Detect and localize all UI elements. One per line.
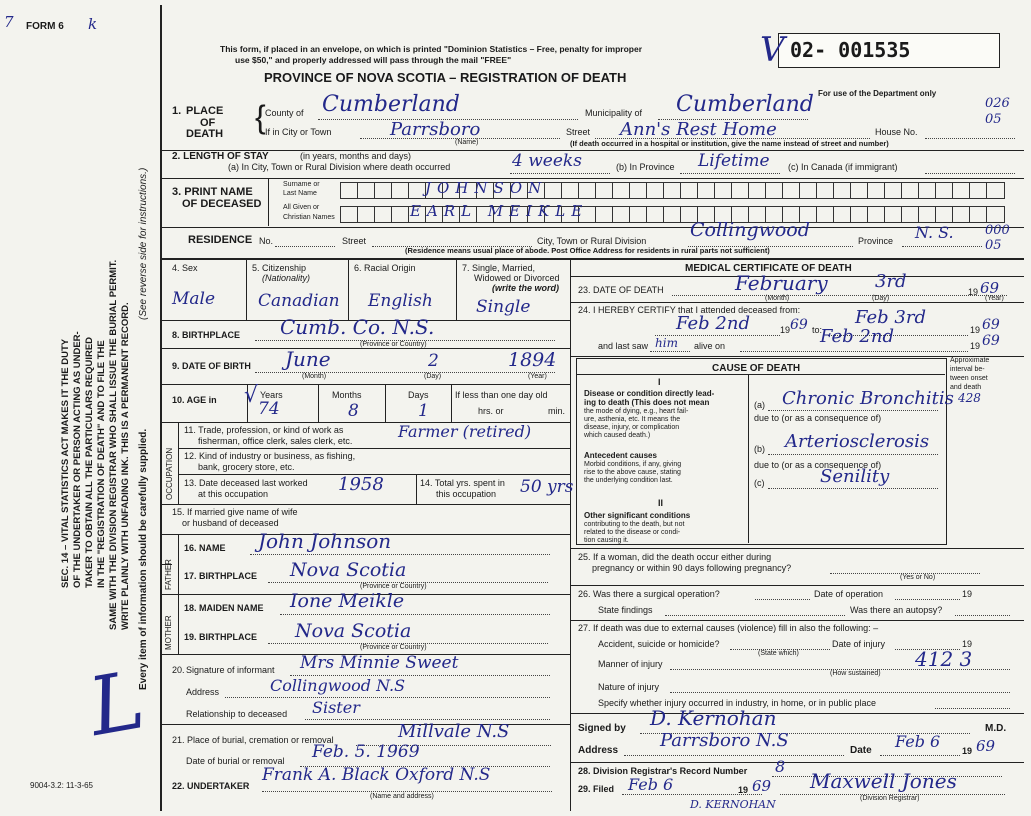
dod-year: 69	[980, 279, 1000, 297]
undertaker-label: 22. UNDERTAKER	[172, 781, 250, 791]
municipality-label: Municipality of	[585, 108, 643, 118]
place-label-2: PLACE	[186, 105, 224, 117]
stay-label: 2. LENGTH OF STAY	[172, 151, 269, 162]
other-cond-2: contributing to the death, but not	[584, 521, 685, 528]
mother-maiden-label: 18. MAIDEN NAME	[184, 603, 264, 613]
approx-2: interval be-	[950, 366, 985, 373]
signature-date: Feb 6	[895, 732, 941, 751]
undertaker-caption: (Name and address)	[370, 793, 434, 800]
undertaker-value: Frank A. Black Oxford N.S	[262, 765, 491, 785]
dept-use-note: For use of the Department only	[818, 89, 937, 98]
total-years-value: 50 yrs	[520, 477, 574, 497]
spouse-label-1: 15. If married give name of wife	[172, 507, 298, 517]
age-days: 1	[418, 401, 429, 421]
physician-signature: D. Kernohan	[650, 706, 777, 730]
side-text-2: OF THE UNDERTAKER OR PERSON ACTING AS UNDER-	[72, 331, 83, 588]
dob-day-caption: (Day)	[424, 373, 442, 380]
burial-place-label: 21. Place of burial, cremation or removal	[172, 735, 334, 745]
hrs-label: hrs. or	[478, 406, 504, 416]
cause-a-label: (a)	[754, 400, 765, 410]
cause-a-value: Chronic Bronchitis	[782, 388, 954, 409]
print-code: 9004-3.2: 11-3-65	[30, 781, 94, 790]
external-causes-label: 27. If death was due to external causes (violence) fill in also the following: –	[578, 623, 879, 633]
age-days-label: Days	[408, 390, 429, 400]
side-text-8: Every item of information should be carefully supplied.	[138, 428, 149, 690]
bottom-signature-note: D. KERNOHAN	[690, 798, 776, 811]
street-value: Ann's Rest Home	[620, 119, 777, 140]
dod-month: February	[735, 271, 828, 295]
direct-cause-2: ing to death (This does not mean	[584, 398, 710, 407]
name-label-2: OF DECEASED	[182, 198, 262, 210]
manner-label: Manner of injury	[598, 659, 663, 669]
county-value: Cumberland	[322, 92, 460, 117]
age-years-label: Years	[260, 390, 283, 400]
attended-to: Feb 3rd	[855, 307, 926, 328]
city-value: Parrsboro	[390, 119, 481, 140]
side-text-3: TAKER TO OBTAIN ALL THE PARTICULARS REQUIRED	[84, 336, 95, 588]
registrar-caption: (Division Registrar)	[860, 795, 920, 802]
name-label-1: 3. PRINT NAME	[172, 186, 253, 198]
approx-4: and death	[950, 384, 982, 391]
dob-label: 9. DATE OF BIRTH	[172, 361, 251, 371]
due-to-2: due to (or as a consequence of)	[754, 460, 882, 470]
dob-day: 2	[428, 351, 439, 371]
state-findings-label: State findings	[598, 605, 653, 615]
age-months-label: Months	[332, 390, 362, 400]
status-label-3: (write the word)	[492, 283, 559, 293]
dept-code-1: 026	[985, 96, 1010, 111]
total-years-label-2: this occupation	[436, 489, 497, 499]
operation-year-prefix: 19	[962, 589, 973, 599]
other-cond-4: tion causing it.	[584, 537, 629, 544]
dob-month: June	[285, 347, 331, 371]
given-name-value: EARL MEIKLE	[410, 202, 589, 220]
saw-year: 69	[982, 333, 1000, 349]
residence-city-label: City, Town or Rural Division	[537, 236, 647, 246]
dod-day: 3rd	[875, 271, 907, 292]
father-birthplace: Nova Scotia	[290, 559, 407, 581]
cause-b-value: Arteriosclerosis	[785, 431, 930, 452]
specify-label: Specify whether injury occurred in industry, in home, or in public place	[598, 698, 876, 708]
from-year: 69	[790, 317, 808, 333]
citizenship-label: 5. Citizenship	[252, 263, 307, 273]
industry-label-1: 12. Kind of industry or business, as fishing,	[184, 451, 356, 461]
nature-label: Nature of injury	[598, 682, 660, 692]
status-value: Single	[476, 297, 531, 317]
filed-date: Feb 6	[628, 775, 674, 794]
informant-addr-label: Address	[186, 687, 220, 697]
racial-value: English	[368, 291, 433, 311]
dob-year: 1894	[508, 349, 557, 371]
direct-cause-6: which caused death.)	[584, 432, 651, 439]
medical-title: MEDICAL CERTIFICATE OF DEATH	[685, 263, 852, 274]
corner-mark: 7	[4, 13, 14, 31]
father-bp-caption: (Province or Country)	[360, 583, 427, 590]
direct-cause-4: ure, asthenia, etc. It means the	[584, 416, 681, 423]
birthplace-value: Cumb. Co. N.S.	[280, 315, 435, 339]
min-label: min.	[548, 406, 566, 416]
approx-1: Approximate	[950, 357, 990, 364]
attended-from: Feb 2nd	[676, 313, 750, 334]
filed-year: 69	[752, 777, 772, 795]
brace: {	[255, 99, 266, 135]
city-label: If in City or Town	[265, 127, 332, 137]
residence-code-1: 000	[985, 223, 1010, 238]
direct-cause-5: disease, injury, or complication	[584, 424, 680, 431]
informant-sig-label: Signature of informant	[186, 665, 275, 675]
cause-title: CAUSE OF DEATH	[712, 363, 801, 374]
side-text-7: (See reverse side for instructions.)	[138, 167, 149, 320]
father-birthplace-label: 17. BIRTHPLACE	[184, 571, 258, 581]
form-number: FORM 6	[26, 21, 64, 32]
signed-by-label: Signed by	[578, 723, 626, 734]
mother-maiden-name: Ione Meikle	[290, 590, 405, 612]
form-title: PROVINCE OF NOVA SCOTIA – REGISTRATION OF DEATH	[264, 70, 627, 85]
registration-number: 02- 001535	[790, 38, 911, 62]
antecedent-1: Antecedent causes	[584, 451, 657, 460]
surname-label-2: Last Name	[283, 190, 317, 197]
given-label-2: Christian Names	[283, 214, 335, 221]
mother-birthplace: Nova Scotia	[295, 620, 412, 642]
stay-hint: (in years, months and days)	[300, 151, 412, 161]
age-months: 8	[348, 401, 359, 421]
burial-place: Millvale N.S	[398, 721, 510, 742]
last-saw-date: Feb 2nd	[820, 326, 894, 347]
mother-bp-caption: (Province or Country)	[360, 644, 427, 651]
autopsy-label: Was there an autopsy?	[850, 605, 943, 615]
antecedent-4: the underlying condition last.	[584, 477, 673, 484]
cause-b-label: (b)	[754, 444, 765, 454]
place-label: 1.	[172, 105, 182, 117]
side-text-4: IN THE "REGISTRATION OF DEATH" AND TO FILE THE	[96, 340, 107, 588]
due-to-1: due to (or as a consequence of)	[754, 413, 882, 423]
antecedent-2: Morbid conditions, if any, giving	[584, 461, 682, 468]
trade-value: Farmer (retired)	[398, 422, 532, 441]
house-label: House No.	[875, 127, 918, 137]
sex-label: 4. Sex	[172, 263, 198, 273]
signature-year-prefix: 19	[962, 746, 973, 756]
informant-signature: Mrs Minnie Sweet	[300, 653, 459, 673]
industry-label-2: bank, grocery store, etc.	[198, 462, 295, 472]
from-year-prefix: 19	[780, 325, 791, 335]
side-text-6: WRITE PLAINLY WITH UNFADING INK. THIS IS A PERMANENT RECORD.	[120, 302, 131, 630]
dod-month-caption: (Month)	[765, 295, 790, 302]
residence-note: (Residence means usual place of abode. Post Office Address for residents in rural parts not sufficient)	[405, 246, 770, 255]
last-worked-label-2: at this occupation	[198, 489, 269, 499]
age-label: 10. AGE in	[172, 395, 217, 405]
stay-b-value: Lifetime	[698, 151, 770, 171]
signature-address-label: Address	[578, 745, 619, 756]
cause-c-label: (c)	[754, 478, 765, 488]
mother-vertical: MOTHER	[164, 615, 173, 650]
birthplace-label: 8. BIRTHPLACE	[172, 330, 241, 340]
citizenship-sub: (Nationality)	[262, 273, 311, 283]
relationship-value: Sister	[312, 698, 360, 717]
last-saw-label: and last saw	[598, 341, 649, 351]
direct-cause-1: Disease or condition directly lead-	[584, 389, 715, 398]
alive-on-label: alive on	[694, 341, 726, 351]
injury-year-prefix: 19	[962, 639, 973, 649]
date-of-death-label: 23. DATE OF DEATH	[578, 285, 664, 295]
status-label-1: 7. Single, Married,	[462, 263, 536, 273]
last-worked-value: 1958	[338, 474, 384, 495]
spouse-label-2: or husband of deceased	[182, 518, 279, 528]
trade-label-1: 11. Trade, profession, or kind of work as	[184, 425, 344, 435]
last-worked-label-1: 13. Date deceased last worked	[184, 478, 308, 488]
accident-label: Accident, suicide or homicide?	[598, 639, 720, 649]
stay-a-label: (a) In City, Town or Rural Division where death occurred	[228, 162, 451, 172]
roman-2: II	[658, 498, 664, 508]
residence-province-value: N. S.	[915, 223, 954, 242]
signature-date-label: Date	[850, 745, 872, 756]
direct-cause-3: the mode of dying, e.g., heart fail-	[584, 408, 689, 415]
other-cond-3: related to the disease or condi-	[584, 529, 681, 536]
to-year: 69	[982, 317, 1000, 333]
street-label: Street	[566, 127, 591, 137]
roman-1: I	[658, 377, 661, 387]
md-label: M.D.	[985, 723, 1007, 734]
place-death: DEATH	[186, 128, 224, 140]
certify-label: 24. I HEREBY CERTIFY that I attended deceased from:	[578, 305, 801, 315]
dod-day-caption: (Day)	[872, 295, 890, 302]
filed-label: 29. Filed	[578, 784, 615, 794]
citizenship-value: Canadian	[258, 291, 340, 311]
record-number: 8	[775, 757, 786, 776]
last-saw-mark: him	[655, 336, 678, 350]
side-text-5: SAME WITH THE DIVISION REGISTRAR WHO SHALL ISSUE THE BURIAL PERMIT.	[108, 259, 119, 630]
vertical-ink-mark: L	[82, 653, 151, 754]
state-which-caption: (State which)	[758, 650, 799, 657]
dob-month-caption: (Month)	[302, 373, 327, 380]
stay-a-value: 4 weeks	[512, 151, 582, 171]
to-label: to:	[812, 325, 823, 335]
residence-label: RESIDENCE	[188, 234, 253, 246]
injury-code: 412 3	[915, 647, 973, 671]
hospital-note: (If death occurred in a hospital or institution, give the name instead of street and number)	[570, 139, 889, 148]
age-years: 74	[258, 399, 280, 419]
given-label-1: All Given or	[283, 204, 320, 211]
burial-date-label: Date of burial or removal	[186, 756, 285, 766]
status-label-2: Widowed or Divorced	[474, 273, 560, 283]
mother-birthplace-label: 19. BIRTHPLACE	[184, 632, 258, 642]
father-name-label: 16. NAME	[184, 543, 226, 553]
approx-3: tween onset	[950, 375, 988, 382]
signature-year: 69	[976, 737, 996, 755]
division-registrar-signature: Maxwell Jones	[810, 769, 957, 793]
surname-label-1: Surname or	[283, 181, 320, 188]
dob-year-caption: (Year)	[528, 373, 547, 380]
antecedent-3: rise to the above cause, stating	[584, 469, 681, 476]
surname-value: JOHNSON	[425, 179, 548, 197]
filed-year-prefix: 19	[738, 785, 749, 795]
residence-city-value: Collingwood	[690, 219, 810, 241]
trade-label-2: fisherman, office clerk, sales clerk, etc.	[198, 436, 353, 446]
signature-address: Parrsboro N.S	[660, 730, 789, 751]
notice-line-1: This form, if placed in an envelope, on which is printed "Dominion Statistics – Free, penalty for improper	[220, 44, 643, 54]
pregnancy-label-1: 25. If a woman, did the death occur either during	[578, 552, 772, 562]
operation-date-label: Date of operation	[814, 589, 884, 599]
to-year-prefix: 19	[970, 325, 981, 335]
residence-street-label: Street	[342, 236, 367, 246]
informant-num: 20.	[172, 665, 185, 675]
county-label: County of	[265, 108, 304, 118]
residence-code-2: 05	[985, 238, 1002, 253]
pregnancy-label-2: pregnancy or within 90 days following pregnancy?	[592, 563, 792, 573]
residence-no-label: No.	[259, 236, 274, 246]
yes-no-caption: (Yes or No)	[900, 574, 936, 581]
place-of: OF	[200, 117, 216, 129]
surgery-label: 26. Was there a surgical operation?	[578, 589, 720, 599]
sex-value: Male	[172, 289, 216, 309]
occupation-vertical: OCCUPATION	[165, 447, 174, 500]
burial-date: Feb. 5. 1969	[312, 742, 420, 762]
corner-check: k	[88, 15, 98, 33]
less-than-day-label: If less than one day old	[455, 390, 548, 400]
relationship-label: Relationship to deceased	[186, 709, 288, 719]
stay-b-label: (b) In Province	[616, 162, 675, 172]
injury-date-label: Date of injury	[832, 639, 886, 649]
other-cond-1: Other significant conditions	[584, 511, 691, 520]
how-sustained-caption: (How sustained)	[830, 670, 881, 677]
father-name: John Johnson	[258, 529, 392, 553]
residence-province-label: Province	[858, 236, 894, 246]
father-vertical: FATHER	[164, 559, 173, 590]
dod-year-caption: (Year)	[985, 295, 1004, 302]
birthplace-caption: (Province or Country)	[360, 341, 427, 348]
side-text-1: SEC. 14 – VITAL STATISTICS ACT MAKES IT THE DUTY	[60, 338, 71, 588]
cause-c-value: Senility	[820, 466, 890, 487]
municipality-value: Cumberland	[676, 92, 814, 117]
place-code: 05	[985, 112, 1002, 127]
dod-year-prefix: 19	[968, 287, 979, 297]
informant-address: Collingwood N.S	[270, 676, 406, 695]
cause-a-code: 428	[958, 391, 981, 405]
stay-c-label: (c) In Canada (if immigrant)	[788, 162, 898, 172]
saw-year-prefix: 19	[970, 341, 981, 351]
racial-label: 6. Racial Origin	[354, 263, 416, 273]
name-caption: (Name)	[455, 139, 479, 146]
age-check: √	[244, 383, 259, 408]
notice-line-2: use $50," and properly addressed will pass through the mail "FREE"	[235, 55, 512, 65]
reg-check-mark: V	[760, 30, 785, 70]
record-number-label: 28. Division Registrar's Record Number	[578, 766, 748, 776]
total-years-label-1: 14. Total yrs. spent in	[420, 478, 505, 488]
